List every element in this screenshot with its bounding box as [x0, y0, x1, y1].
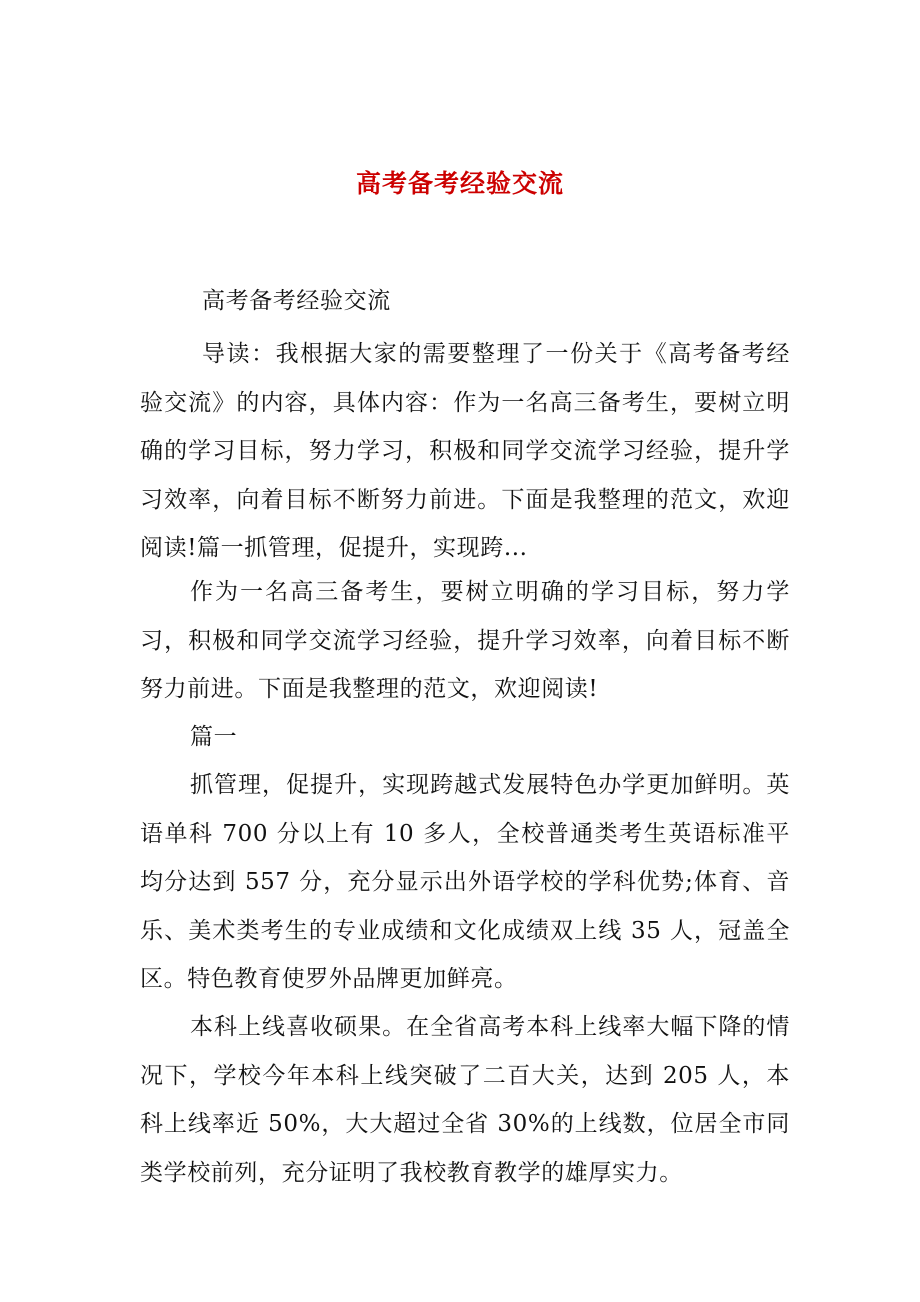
- section-heading: 篇一: [190, 724, 238, 750]
- document-title: 高考备考经验交流: [355, 169, 564, 198]
- paragraph-lead: 导读：我根据大家的需要整理了一份关于《高考备考经验交流》的内容，具体内容：作为一名高三备考生，要树立明确的学习目标，努力学习，积极和同学交流学习经验，提升学习效率，向着目标不断努力前进。下面是我整理的范文，欢迎阅读!篇一抓管理，促提升，实现跨...: [140, 341, 790, 561]
- paragraph-section-one: 抓管理，促提升，实现跨越式发展特色办学更加鲜明。英语单科 700 分以上有 10 多人，全校普通类考生英语标准平均分达到 557 分，充分显示出外语学校的学科优势;体育、音乐、美术类考生的专业成绩和文化成绩双上线 35 人，冠盖全区。特色教育使罗外品牌更加鲜亮。: [140, 772, 790, 992]
- paragraph-intro: 作为一名高三备考生，要树立明确的学习目标，努力学习，积极和同学交流学习经验，提升学习效率，向着目标不断努力前进。下面是我整理的范文，欢迎阅读!: [140, 579, 790, 702]
- document-subtitle: 高考备考经验交流: [202, 288, 391, 314]
- paragraph-section-two: 本科上线喜收硕果。在全省高考本科上线率大幅下降的情况下，学校今年本科上线突破了二百大关，达到 205 人，本科上线率近 50%，大大超过全省 30%的上线数，位居全市同类学校前列，充分证明了我校教育教学的雄厚实力。: [140, 1014, 790, 1186]
